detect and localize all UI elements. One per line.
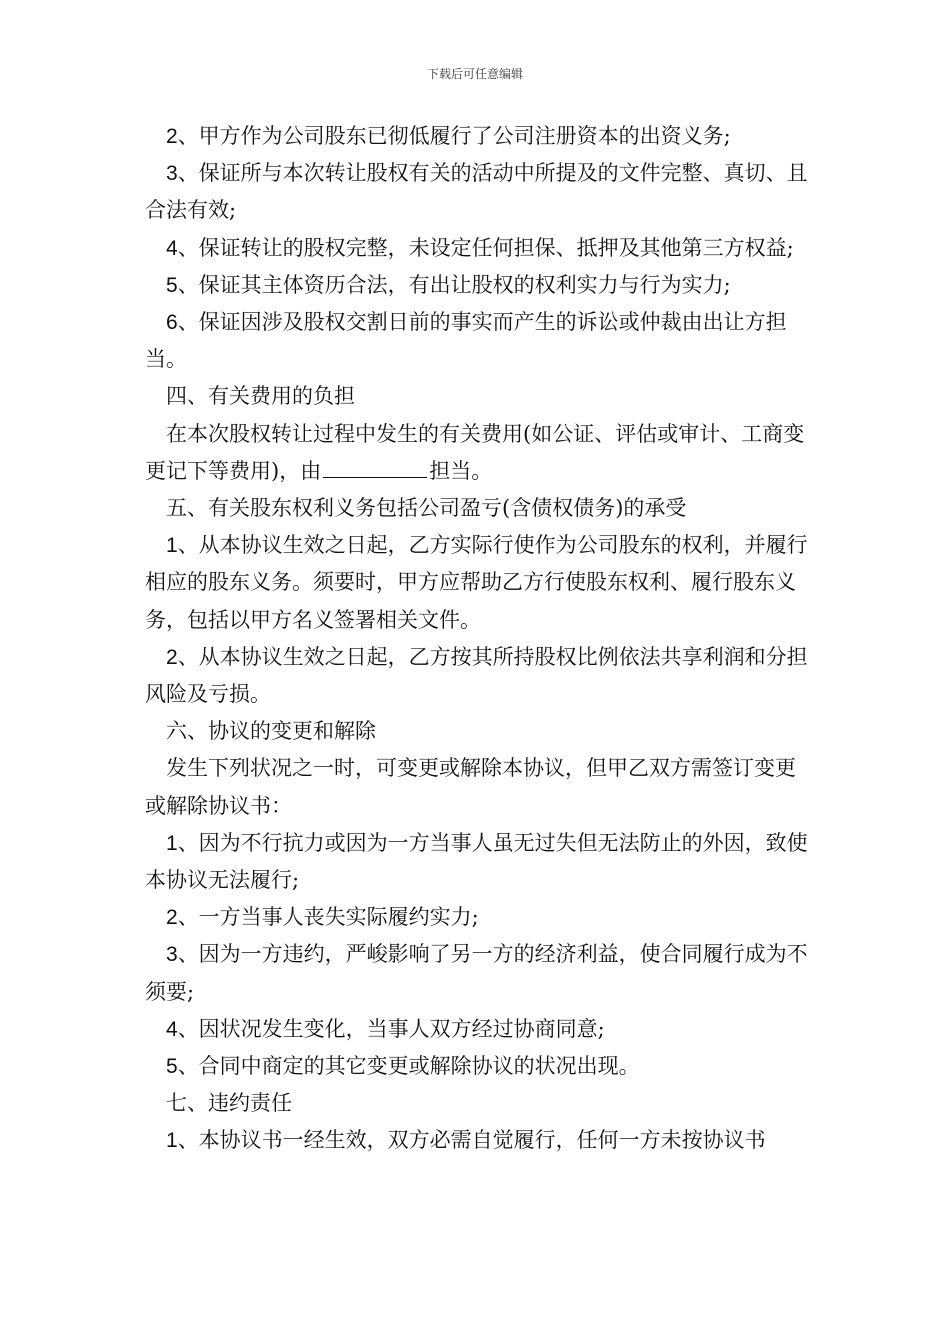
paragraph: 3、保证所与本次转让股权有关的活动中所提及的文件完整、真切、且合法有效; <box>145 161 808 223</box>
paragraph: 6、保证因涉及股权交割日前的事实而产生的诉讼或仲裁由出让方担当。 <box>145 310 787 372</box>
paragraph: 1、本协议书一经生效，双方必需自觉履行，任何一方未按协议书 <box>166 1128 766 1153</box>
paragraph: 4、因状况发生变化，当事人双方经过协商同意; <box>166 1016 605 1041</box>
paragraph: 发生下列状况之一时，可变更或解除本协议，但甲乙双方需签订变更或解除协议书： <box>145 756 796 818</box>
paragraph: 1、从本协议生效之日起，乙方实际行使作为公司股东的权利，并履行相应的股东义务。须要时，甲方应帮助乙方行使股东权利、履行股东义务，包括以甲方名义签署相关文件。 <box>145 533 808 632</box>
section-heading: 六、协议的变更和解除 <box>166 719 376 744</box>
paragraph: 2、从本协议生效之日起，乙方按其所持股权比例依法共享利润和分担风险及亏损。 <box>145 644 808 707</box>
section-heading: 五、有关股东权利义务包括公司盈亏(含债权债务)的承受 <box>166 496 687 521</box>
document-body <box>145 118 813 1160</box>
paragraph: 1、因为不行抗力或因为一方当事人虽无过失但无法防止的外因，致使本协议无法履行; <box>145 830 808 893</box>
paragraph: 2、甲方作为公司股东已彻低履行了公司注册资本的出资义务; <box>166 124 731 148</box>
page-header: 下载后可任意编辑 <box>426 67 523 81</box>
section-heading: 七、违约责任 <box>166 1091 292 1116</box>
paragraph: 5、保证其主体资历合法，有出让股权的权利实力与行为实力; <box>166 272 731 297</box>
paragraph: 3、因为一方违约，严峻影响了另一方的经济利益，使合同履行成为不须要; <box>145 942 808 1004</box>
paragraph: 4、保证转让的股权完整，未设定任何担保、抵押及其他第三方权益; <box>166 235 794 260</box>
section-heading: 四、有关费用的负担 <box>166 384 355 409</box>
paragraph: 在本次股权转让过程中发生的有关费用(如公证、评估或审计、工商变更记下等费用)，由 担当。 <box>145 421 805 483</box>
paragraph: 5、合同中商定的其它变更或解除协议的状况出现。 <box>166 1054 640 1079</box>
paragraph: 2、一方当事人丧失实际履约实力; <box>166 905 479 930</box>
fill-in-blank[interactable] <box>323 457 427 478</box>
